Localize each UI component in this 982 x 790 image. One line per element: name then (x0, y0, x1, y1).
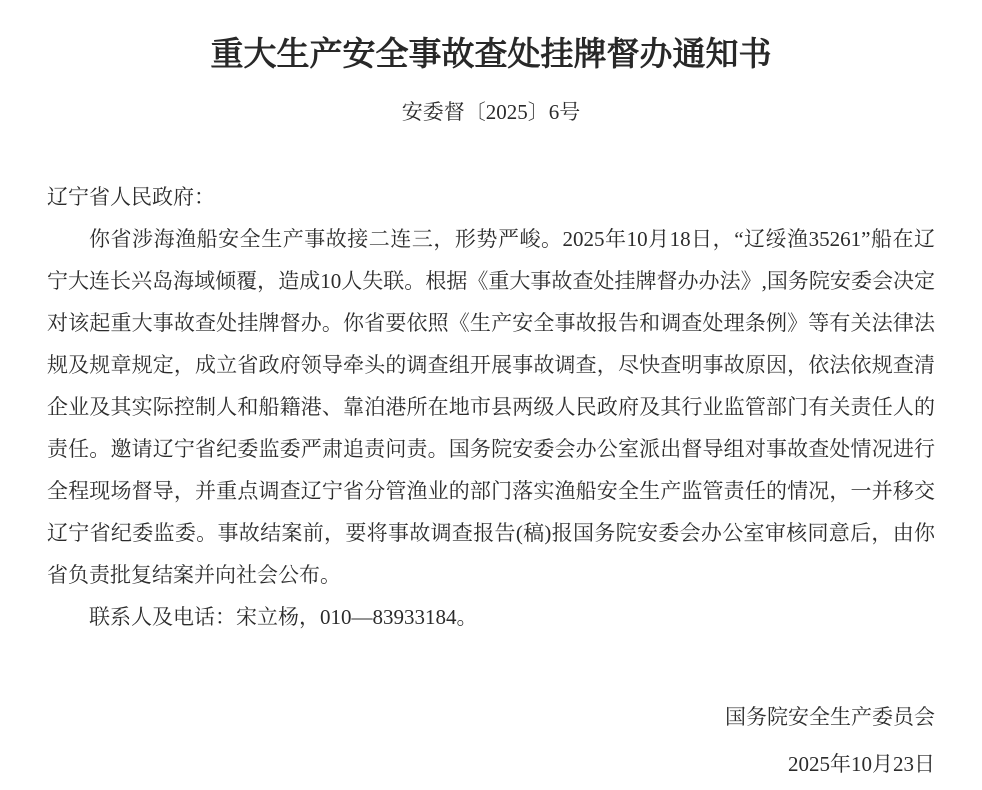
signature-organization: 国务院安全生产委员会 (725, 705, 935, 729)
signature-date: 2025年10月23日 (788, 752, 935, 776)
signature-block (47, 696, 935, 785)
body-paragraph: 你省涉海渔船安全生产事故接二连三，形势严峻。2025年10月18日，“辽绥渔35261”船在辽宁大连长兴岛海域倾覆，造成10人失联。根据《重大事故查处挂牌督办办法》,国务院安委会决定对该起重大事故查处挂牌督办。你省要依照《生产安全事故报告和调查处理条例》等有关法律法规及规章规定，成立省政府领导牵头的调查组开展事故调查，尽快查明事故原因，依法依规查清企业及其实际控制人和船籍港、靠泊港所在地市县两级人民政府及其行业监管部门有关责任人的责任。邀请辽宁省纪委监委严肃追责问责。国务院安委会办公室派出督导组对事故查处情况进行全程现场督导，并重点调查辽宁省分管渔业的部门落实渔船安全生产监管责任的情况，一并移交辽宁省纪委监委。事故结案前，要将事故调查报告(稿)报国务院安委会办公室审核同意后，由你省负责批复结案并向社会公布。 (47, 227, 935, 587)
contact-line: 联系人及电话：宋立杨，010—83933184。 (89, 605, 478, 629)
salutation: 辽宁省人民政府： (47, 185, 215, 209)
document-title: 重大生产安全事故查处挂牌督办通知书 (210, 37, 772, 73)
document-number: 安委督〔2025〕6号 (401, 100, 581, 124)
document-body (47, 176, 935, 638)
